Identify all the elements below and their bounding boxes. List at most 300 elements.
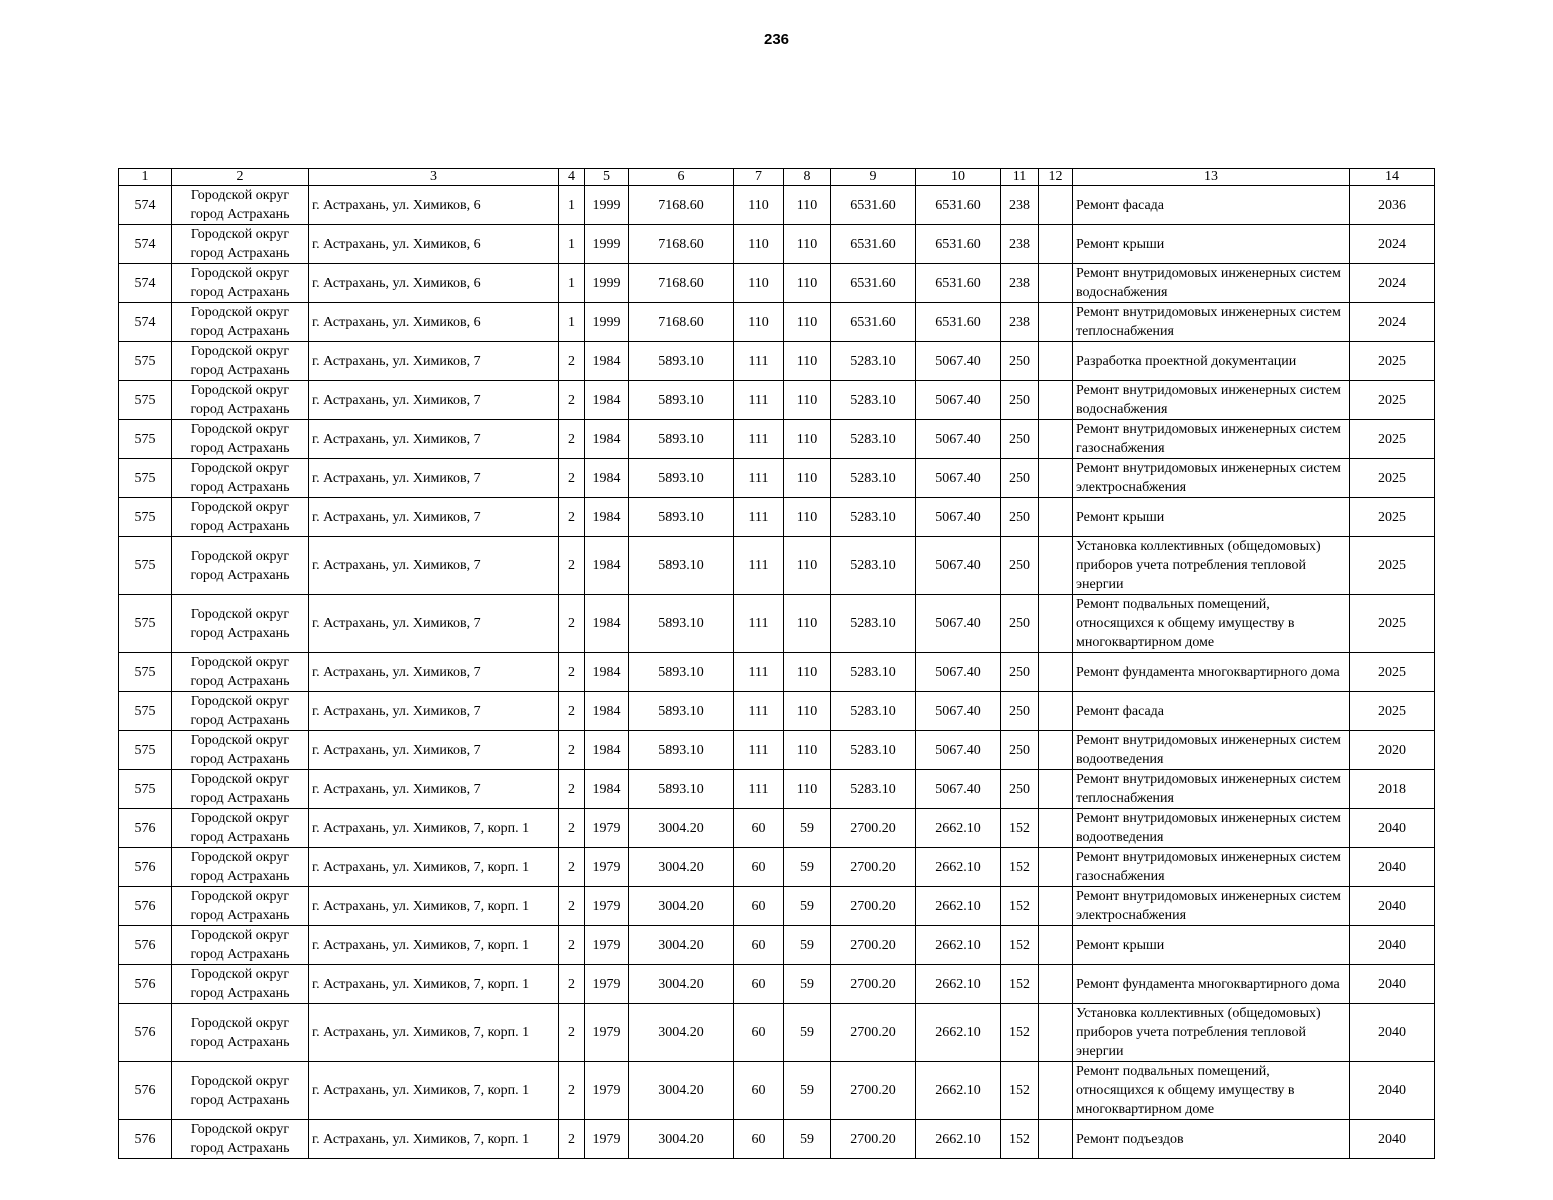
cell-floors: 2 [559, 420, 585, 459]
cell-floors: 2 [559, 809, 585, 848]
cell-extra [1039, 770, 1073, 809]
cell-residents: 60 [734, 848, 784, 887]
cell-total-area: 3004.20 [629, 848, 734, 887]
cell-extra [1039, 186, 1073, 225]
cell-apartments: 59 [784, 926, 831, 965]
cell-year-built: 1984 [585, 537, 629, 595]
cell-living-area: 5283.10 [831, 770, 916, 809]
cell-extra [1039, 848, 1073, 887]
cell-residents: 111 [734, 653, 784, 692]
table-row [119, 186, 1435, 225]
cell-planned-year: 2040 [1350, 809, 1435, 848]
cell-living-area: 5283.10 [831, 381, 916, 420]
cell-living-area: 2700.20 [831, 1120, 916, 1159]
cell-occupants: 250 [1001, 653, 1039, 692]
cell-year-built: 1979 [585, 887, 629, 926]
cell-occupants: 250 [1001, 692, 1039, 731]
cell-total-area: 3004.20 [629, 1120, 734, 1159]
cell-address: г. Астрахань, ул. Химиков, 7, корп. 1 [309, 848, 559, 887]
cell-residential-area: 2662.10 [916, 848, 1001, 887]
cell-planned-year: 2025 [1350, 459, 1435, 498]
cell-municipality: Городской округ город Астрахань [172, 595, 309, 653]
cell-living-area: 2700.20 [831, 965, 916, 1004]
cell-municipality: Городской округ город Астрахань [172, 809, 309, 848]
cell-apartments: 59 [784, 965, 831, 1004]
cell-living-area: 6531.60 [831, 303, 916, 342]
cell-living-area: 5283.10 [831, 692, 916, 731]
cell-apartments: 110 [784, 459, 831, 498]
cell-year-built: 1979 [585, 1004, 629, 1062]
cell-floors: 1 [559, 303, 585, 342]
column-number-header [119, 169, 1435, 186]
cell-apartments: 59 [784, 848, 831, 887]
cell-year-built: 1979 [585, 926, 629, 965]
table-row [119, 926, 1435, 965]
table-row [119, 342, 1435, 381]
cell-extra [1039, 965, 1073, 1004]
cell-total-area: 5893.10 [629, 420, 734, 459]
cell-living-area: 5283.10 [831, 342, 916, 381]
cell-work-type: Ремонт внутридомовых инженерных систем электроснабжения [1073, 887, 1350, 926]
header-row [119, 169, 1435, 186]
cell-work-type: Ремонт внутридомовых инженерных систем теплоснабжения [1073, 770, 1350, 809]
cell-floors: 2 [559, 731, 585, 770]
column-header-7: 7 [734, 169, 784, 186]
cell-municipality: Городской округ город Астрахань [172, 420, 309, 459]
cell-living-area: 2700.20 [831, 887, 916, 926]
cell-municipality: Городской округ город Астрахань [172, 303, 309, 342]
cell-record-number: 575 [119, 731, 172, 770]
cell-occupants: 250 [1001, 595, 1039, 653]
table-row [119, 848, 1435, 887]
cell-floors: 2 [559, 926, 585, 965]
cell-residents: 111 [734, 595, 784, 653]
cell-address: г. Астрахань, ул. Химиков, 7 [309, 498, 559, 537]
cell-address: г. Астрахань, ул. Химиков, 7, корп. 1 [309, 965, 559, 1004]
cell-record-number: 576 [119, 809, 172, 848]
cell-record-number: 575 [119, 692, 172, 731]
cell-apartments: 110 [784, 537, 831, 595]
cell-record-number: 575 [119, 381, 172, 420]
cell-apartments: 110 [784, 186, 831, 225]
cell-occupants: 152 [1001, 1120, 1039, 1159]
cell-residential-area: 6531.60 [916, 225, 1001, 264]
cell-planned-year: 2040 [1350, 965, 1435, 1004]
column-header-2: 2 [172, 169, 309, 186]
cell-apartments: 110 [784, 653, 831, 692]
cell-municipality: Городской округ город Астрахань [172, 264, 309, 303]
cell-residential-area: 2662.10 [916, 1062, 1001, 1120]
cell-address: г. Астрахань, ул. Химиков, 7 [309, 381, 559, 420]
table-row [119, 498, 1435, 537]
table-row [119, 770, 1435, 809]
cell-address: г. Астрахань, ул. Химиков, 7 [309, 342, 559, 381]
table-row [119, 303, 1435, 342]
cell-apartments: 110 [784, 498, 831, 537]
page-number: 236 [763, 31, 790, 48]
cell-extra [1039, 809, 1073, 848]
table-row [119, 459, 1435, 498]
cell-apartments: 59 [784, 1120, 831, 1159]
cell-living-area: 6531.60 [831, 264, 916, 303]
cell-year-built: 1979 [585, 809, 629, 848]
cell-living-area: 5283.10 [831, 498, 916, 537]
cell-apartments: 59 [784, 1004, 831, 1062]
column-header-3: 3 [309, 169, 559, 186]
cell-record-number: 576 [119, 965, 172, 1004]
cell-extra [1039, 537, 1073, 595]
cell-planned-year: 2040 [1350, 1062, 1435, 1120]
cell-record-number: 576 [119, 848, 172, 887]
cell-planned-year: 2024 [1350, 264, 1435, 303]
cell-record-number: 575 [119, 420, 172, 459]
cell-living-area: 5283.10 [831, 420, 916, 459]
cell-record-number: 574 [119, 264, 172, 303]
cell-year-built: 1979 [585, 1120, 629, 1159]
cell-residential-area: 6531.60 [916, 303, 1001, 342]
cell-extra [1039, 1004, 1073, 1062]
table-row [119, 420, 1435, 459]
cell-apartments: 110 [784, 303, 831, 342]
cell-residents: 111 [734, 770, 784, 809]
cell-occupants: 238 [1001, 303, 1039, 342]
cell-address: г. Астрахань, ул. Химиков, 7, корп. 1 [309, 926, 559, 965]
cell-total-area: 7168.60 [629, 303, 734, 342]
table-row [119, 225, 1435, 264]
cell-planned-year: 2025 [1350, 537, 1435, 595]
cell-occupants: 250 [1001, 381, 1039, 420]
cell-address: г. Астрахань, ул. Химиков, 7 [309, 595, 559, 653]
cell-extra [1039, 303, 1073, 342]
cell-floors: 2 [559, 498, 585, 537]
cell-residents: 60 [734, 1062, 784, 1120]
cell-living-area: 6531.60 [831, 186, 916, 225]
cell-extra [1039, 887, 1073, 926]
cell-living-area: 2700.20 [831, 1004, 916, 1062]
cell-municipality: Городской округ город Астрахань [172, 342, 309, 381]
table-row [119, 809, 1435, 848]
table-row [119, 537, 1435, 595]
cell-work-type: Ремонт крыши [1073, 498, 1350, 537]
cell-residents: 60 [734, 965, 784, 1004]
cell-occupants: 238 [1001, 225, 1039, 264]
table-row [119, 264, 1435, 303]
cell-floors: 1 [559, 225, 585, 264]
cell-year-built: 1999 [585, 186, 629, 225]
cell-address: г. Астрахань, ул. Химиков, 6 [309, 264, 559, 303]
cell-residential-area: 2662.10 [916, 887, 1001, 926]
cell-residential-area: 5067.40 [916, 459, 1001, 498]
cell-apartments: 110 [784, 381, 831, 420]
cell-work-type: Ремонт фасада [1073, 186, 1350, 225]
cell-occupants: 152 [1001, 1062, 1039, 1120]
cell-year-built: 1979 [585, 848, 629, 887]
cell-floors: 2 [559, 848, 585, 887]
cell-work-type: Ремонт внутридомовых инженерных систем газоснабжения [1073, 420, 1350, 459]
table-row [119, 1004, 1435, 1062]
cell-municipality: Городской округ город Астрахань [172, 498, 309, 537]
cell-work-type: Разработка проектной документации [1073, 342, 1350, 381]
cell-record-number: 575 [119, 653, 172, 692]
cell-apartments: 59 [784, 1062, 831, 1120]
cell-floors: 2 [559, 342, 585, 381]
cell-address: г. Астрахань, ул. Химиков, 7, корп. 1 [309, 1062, 559, 1120]
cell-living-area: 2700.20 [831, 809, 916, 848]
cell-record-number: 575 [119, 498, 172, 537]
cell-address: г. Астрахань, ул. Химиков, 7, корп. 1 [309, 809, 559, 848]
cell-record-number: 574 [119, 225, 172, 264]
cell-year-built: 1984 [585, 653, 629, 692]
table-row [119, 1062, 1435, 1120]
cell-living-area: 5283.10 [831, 459, 916, 498]
cell-apartments: 110 [784, 731, 831, 770]
cell-address: г. Астрахань, ул. Химиков, 7 [309, 459, 559, 498]
table-row [119, 965, 1435, 1004]
cell-planned-year: 2025 [1350, 692, 1435, 731]
cell-occupants: 250 [1001, 342, 1039, 381]
cell-apartments: 110 [784, 420, 831, 459]
cell-occupants: 250 [1001, 537, 1039, 595]
cell-occupants: 238 [1001, 264, 1039, 303]
cell-living-area: 2700.20 [831, 848, 916, 887]
cell-apartments: 110 [784, 595, 831, 653]
cell-occupants: 152 [1001, 848, 1039, 887]
cell-year-built: 1984 [585, 459, 629, 498]
cell-address: г. Астрахань, ул. Химиков, 7 [309, 731, 559, 770]
cell-residential-area: 5067.40 [916, 381, 1001, 420]
cell-extra [1039, 653, 1073, 692]
cell-living-area: 5283.10 [831, 653, 916, 692]
cell-occupants: 152 [1001, 1004, 1039, 1062]
cell-municipality: Городской округ город Астрахань [172, 692, 309, 731]
cell-planned-year: 2024 [1350, 303, 1435, 342]
cell-residents: 111 [734, 381, 784, 420]
cell-address: г. Астрахань, ул. Химиков, 6 [309, 303, 559, 342]
cell-extra [1039, 498, 1073, 537]
cell-living-area: 2700.20 [831, 926, 916, 965]
cell-residential-area: 5067.40 [916, 595, 1001, 653]
cell-occupants: 250 [1001, 420, 1039, 459]
cell-apartments: 59 [784, 887, 831, 926]
cell-planned-year: 2036 [1350, 186, 1435, 225]
cell-planned-year: 2040 [1350, 1004, 1435, 1062]
cell-apartments: 110 [784, 225, 831, 264]
cell-address: г. Астрахань, ул. Химиков, 7 [309, 770, 559, 809]
cell-residents: 60 [734, 887, 784, 926]
cell-record-number: 576 [119, 1120, 172, 1159]
cell-occupants: 152 [1001, 965, 1039, 1004]
column-header-11: 11 [1001, 169, 1039, 186]
cell-residents: 111 [734, 537, 784, 595]
cell-total-area: 3004.20 [629, 887, 734, 926]
cell-year-built: 1979 [585, 965, 629, 1004]
cell-record-number: 575 [119, 459, 172, 498]
cell-extra [1039, 459, 1073, 498]
table-body [119, 186, 1435, 1159]
cell-address: г. Астрахань, ул. Химиков, 7 [309, 537, 559, 595]
cell-planned-year: 2025 [1350, 498, 1435, 537]
cell-extra [1039, 595, 1073, 653]
column-header-14: 14 [1350, 169, 1435, 186]
cell-address: г. Астрахань, ул. Химиков, 7 [309, 692, 559, 731]
cell-planned-year: 2018 [1350, 770, 1435, 809]
cell-extra [1039, 1120, 1073, 1159]
cell-record-number: 574 [119, 303, 172, 342]
cell-record-number: 575 [119, 770, 172, 809]
cell-floors: 1 [559, 264, 585, 303]
cell-residential-area: 5067.40 [916, 342, 1001, 381]
cell-year-built: 1984 [585, 498, 629, 537]
cell-total-area: 5893.10 [629, 459, 734, 498]
cell-record-number: 575 [119, 595, 172, 653]
cell-work-type: Ремонт подвальных помещений, относящихся к общему имуществу в многоквартирном доме [1073, 1062, 1350, 1120]
cell-year-built: 1984 [585, 381, 629, 420]
cell-municipality: Городской округ город Астрахань [172, 926, 309, 965]
cell-residential-area: 5067.40 [916, 653, 1001, 692]
cell-work-type: Установка коллективных (общедомовых) приборов учета потребления тепловой энергии [1073, 537, 1350, 595]
cell-work-type: Ремонт фундамента многоквартирного дома [1073, 653, 1350, 692]
cell-work-type: Ремонт подъездов [1073, 1120, 1350, 1159]
table-row [119, 1120, 1435, 1159]
cell-work-type: Ремонт внутридомовых инженерных систем теплоснабжения [1073, 303, 1350, 342]
cell-occupants: 250 [1001, 770, 1039, 809]
cell-year-built: 1984 [585, 342, 629, 381]
table-row [119, 692, 1435, 731]
cell-address: г. Астрахань, ул. Химиков, 7 [309, 653, 559, 692]
cell-residents: 111 [734, 731, 784, 770]
cell-residents: 110 [734, 186, 784, 225]
cell-residents: 111 [734, 459, 784, 498]
cell-total-area: 3004.20 [629, 1004, 734, 1062]
capital-repair-register-table [118, 168, 1435, 1159]
cell-work-type: Ремонт фасада [1073, 692, 1350, 731]
cell-municipality: Городской округ город Астрахань [172, 653, 309, 692]
cell-floors: 2 [559, 1062, 585, 1120]
cell-floors: 2 [559, 887, 585, 926]
cell-address: г. Астрахань, ул. Химиков, 7, корп. 1 [309, 1120, 559, 1159]
cell-floors: 2 [559, 692, 585, 731]
cell-record-number: 576 [119, 926, 172, 965]
cell-work-type: Ремонт крыши [1073, 225, 1350, 264]
cell-residents: 111 [734, 420, 784, 459]
cell-municipality: Городской округ город Астрахань [172, 731, 309, 770]
cell-municipality: Городской округ город Астрахань [172, 537, 309, 595]
cell-municipality: Городской округ город Астрахань [172, 848, 309, 887]
cell-apartments: 110 [784, 770, 831, 809]
cell-municipality: Городской округ город Астрахань [172, 965, 309, 1004]
cell-municipality: Городской округ город Астрахань [172, 1120, 309, 1159]
cell-residents: 111 [734, 692, 784, 731]
cell-extra [1039, 731, 1073, 770]
table-row [119, 731, 1435, 770]
cell-extra [1039, 342, 1073, 381]
cell-total-area: 7168.60 [629, 186, 734, 225]
cell-living-area: 5283.10 [831, 731, 916, 770]
cell-floors: 2 [559, 381, 585, 420]
cell-residents: 60 [734, 926, 784, 965]
cell-planned-year: 2025 [1350, 653, 1435, 692]
cell-municipality: Городской округ город Астрахань [172, 770, 309, 809]
table-row [119, 595, 1435, 653]
cell-apartments: 110 [784, 692, 831, 731]
cell-total-area: 3004.20 [629, 809, 734, 848]
cell-apartments: 110 [784, 264, 831, 303]
cell-residents: 111 [734, 342, 784, 381]
cell-residential-area: 5067.40 [916, 692, 1001, 731]
cell-municipality: Городской округ город Астрахань [172, 225, 309, 264]
cell-residents: 60 [734, 1004, 784, 1062]
cell-residential-area: 6531.60 [916, 264, 1001, 303]
cell-occupants: 250 [1001, 459, 1039, 498]
cell-planned-year: 2040 [1350, 926, 1435, 965]
cell-work-type: Ремонт внутридомовых инженерных систем водоснабжения [1073, 264, 1350, 303]
cell-occupants: 238 [1001, 186, 1039, 225]
cell-work-type: Установка коллективных (общедомовых) приборов учета потребления тепловой энергии [1073, 1004, 1350, 1062]
cell-work-type: Ремонт фундамента многоквартирного дома [1073, 965, 1350, 1004]
cell-occupants: 152 [1001, 926, 1039, 965]
cell-total-area: 5893.10 [629, 692, 734, 731]
cell-residents: 110 [734, 225, 784, 264]
cell-municipality: Городской округ город Астрахань [172, 887, 309, 926]
cell-address: г. Астрахань, ул. Химиков, 7, корп. 1 [309, 1004, 559, 1062]
column-header-9: 9 [831, 169, 916, 186]
column-header-1: 1 [119, 169, 172, 186]
cell-total-area: 5893.10 [629, 537, 734, 595]
cell-floors: 2 [559, 537, 585, 595]
column-header-4: 4 [559, 169, 585, 186]
cell-work-type: Ремонт внутридомовых инженерных систем водоотведения [1073, 731, 1350, 770]
cell-address: г. Астрахань, ул. Химиков, 7, корп. 1 [309, 887, 559, 926]
cell-floors: 2 [559, 1004, 585, 1062]
cell-total-area: 3004.20 [629, 965, 734, 1004]
cell-extra [1039, 420, 1073, 459]
cell-year-built: 1984 [585, 595, 629, 653]
column-header-10: 10 [916, 169, 1001, 186]
column-header-5: 5 [585, 169, 629, 186]
cell-record-number: 574 [119, 186, 172, 225]
cell-work-type: Ремонт подвальных помещений, относящихся к общему имуществу в многоквартирном доме [1073, 595, 1350, 653]
column-header-6: 6 [629, 169, 734, 186]
cell-record-number: 576 [119, 1004, 172, 1062]
cell-year-built: 1984 [585, 731, 629, 770]
cell-total-area: 7168.60 [629, 225, 734, 264]
cell-total-area: 5893.10 [629, 498, 734, 537]
cell-residential-area: 5067.40 [916, 420, 1001, 459]
cell-planned-year: 2040 [1350, 848, 1435, 887]
cell-residential-area: 6531.60 [916, 186, 1001, 225]
cell-floors: 2 [559, 1120, 585, 1159]
cell-residents: 111 [734, 498, 784, 537]
cell-floors: 2 [559, 653, 585, 692]
table-row [119, 887, 1435, 926]
cell-planned-year: 2025 [1350, 381, 1435, 420]
cell-residential-area: 2662.10 [916, 1004, 1001, 1062]
cell-planned-year: 2040 [1350, 887, 1435, 926]
cell-extra [1039, 225, 1073, 264]
cell-occupants: 152 [1001, 887, 1039, 926]
cell-year-built: 1999 [585, 303, 629, 342]
cell-year-built: 1999 [585, 225, 629, 264]
cell-total-area: 5893.10 [629, 770, 734, 809]
cell-year-built: 1984 [585, 770, 629, 809]
cell-living-area: 5283.10 [831, 595, 916, 653]
cell-residents: 60 [734, 809, 784, 848]
cell-planned-year: 2020 [1350, 731, 1435, 770]
cell-residents: 110 [734, 303, 784, 342]
cell-occupants: 152 [1001, 809, 1039, 848]
cell-year-built: 1979 [585, 1062, 629, 1120]
cell-residents: 60 [734, 1120, 784, 1159]
